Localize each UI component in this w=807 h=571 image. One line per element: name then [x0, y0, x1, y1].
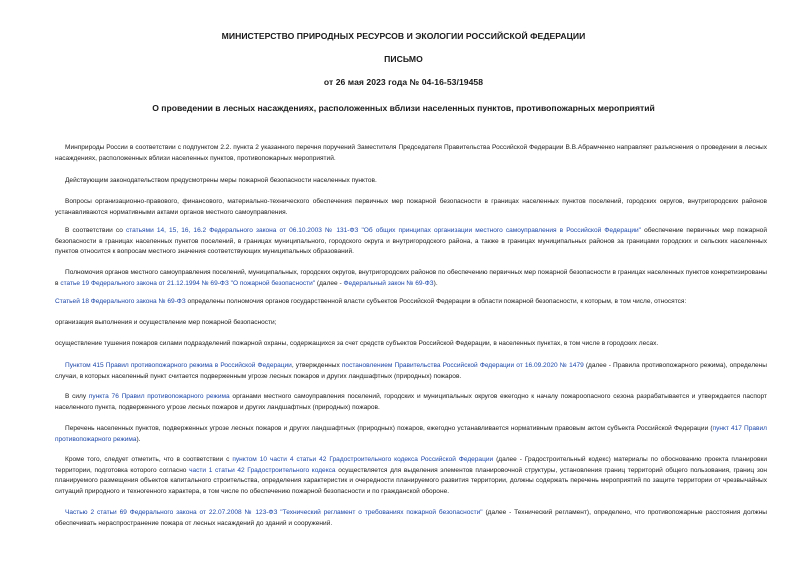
paragraph-13 [55, 508, 767, 529]
paragraph-9 [55, 361, 767, 382]
paragraph-10-text-1: В силу [65, 393, 89, 400]
ministry-heading: МИНИСТЕРСТВО ПРИРОДНЫХ РЕСУРСОВ И ЭКОЛОГИИ РОССИЙСКОЙ ФЕДЕРАЦИИ [221, 31, 586, 41]
document-type: ПИСЬМО [384, 54, 423, 64]
link-law-69-fz[interactable]: Федеральный закон № 69-ФЗ [343, 279, 434, 287]
paragraph-1: Минприроды России в соответствии с подпунктом 2.2. пункта 2 указанного перечня поручений Заместителя Председателя Правительства Российской Федерации В.В.Абрамченко направляет разъяснения о проведении в лесных насаждениях, расположенных вблизи населенных пунктов, противопожарных мероприятий. [55, 144, 767, 162]
paragraph-4-text-1: В соответствии со [65, 227, 126, 234]
paragraph-5-text-3: ). [433, 279, 438, 287]
link-point-10-part-4-article-42-urban-code[interactable]: пунктом 10 части 4 статьи 42 Градостроительного кодекса Российской Федерации [232, 456, 494, 463]
link-law-131-fz[interactable]: статьями 14, 15, 16, 16.2 Федерального закона от 06.10.2003 № 131-ФЗ "Об общих принципах организации местного самоуправления в Российской Федерации" [125, 227, 641, 234]
paragraph-11-text-2: ). [136, 435, 141, 443]
paragraph-11-text-1: Перечень населенных пунктов, подверженных угрозе лесных пожаров и других ландшафтных (природных) пожаров, ежегодно устанавливается нормативным правовым актом субъекта Российской Федерации ( [65, 425, 713, 432]
paragraph-4 [55, 226, 767, 258]
paragraph-9-text-1: , утвержденных [291, 362, 342, 369]
paragraph-11 [55, 424, 767, 445]
paragraph-5-text-2: (далее - [315, 279, 344, 287]
link-government-decree-1479[interactable]: постановлением Правительства Российской Федерации от 16.09.2020 № 1479 [341, 362, 584, 369]
link-article-18-law-69-fz[interactable]: Статьей 18 Федерального закона № 69-ФЗ [55, 298, 186, 305]
paragraph-3: Вопросы организационно-правового, финансового, материально-технического обеспечения первичных мер пожарной безопасности в границах населенных пунктов поселений, городских округов, внутригородских районов устанавливаются нормативными актами органов местного самоуправления. [55, 198, 767, 216]
paragraph-12-text-1: Кроме того, следует отметить, что в соответствии с [65, 456, 233, 463]
paragraph-10 [55, 392, 767, 413]
link-article-19-law-69-fz[interactable]: статье 19 Федерального закона от 21.12.1994 № 69-ФЗ "О пожарной безопасности" [60, 279, 316, 287]
paragraph-2: Действующим законодательством предусмотрены меры пожарной безопасности населенных пунктов. [65, 177, 377, 184]
paragraph-12 [55, 455, 767, 497]
link-point-417-fire-rules[interactable]: пункт 417 Правил противопожарного режима [55, 425, 767, 443]
paragraph-5 [55, 268, 767, 289]
link-point-76-fire-rules[interactable]: пункта 76 Правил противопожарного режима [88, 393, 230, 400]
paragraph-12-text-3: осуществляется для выделения элементов планировочной структуры, установления границ территорий общего пользования, границ зон планируемого размещения объектов капитального строительства, определения характеристик и очередности планируемого развития территории, должны содержать перечень мероприятий по защите территории от чрезвычайных ситуаций природного и техногенного характера, в том числе по обеспечению пожарной безопасности и по гражданской обороне. [55, 466, 767, 495]
paragraph-9-text-2: (далее - Правила противопожарного режима), определены случаи, в которых населенный пункт считается подверженным угрозе лесных пожаров и других ландшафтных (природных) пожаров. [55, 362, 767, 380]
paragraph-13-text-1: (далее - Технический регламент), определено, что противопожарные расстояния должны обеспечивать нераспространение пожара от лесных насаждений до зданий и сооружений. [55, 509, 767, 527]
paragraph-6-text-1: определены полномочия органов государственной власти субъектов Российской Федерации в области пожарной безопасности, к которым, в том числе, относятся: [185, 298, 687, 305]
paragraph-4-text-2: обеспечение первичных мер пожарной безопасности в границах населенных пунктов поселений, в границах муниципального, городского округа и внутригородского района, а также в границах муниципальных районов за границами городских и сельских населенных пунктов относится к вопросам местного значения соответствующих муниципальных образований. [55, 227, 767, 256]
paragraph-8: осуществление тушения пожаров силами подразделений пожарной охраны, содержащихся за счет средств субъектов Российской Федерации, в населенных пунктах, в том числе в городских лесах. [55, 340, 659, 347]
link-point-415-fire-rules[interactable]: Пунктом 415 Правил противопожарного режима в Российской Федерации [65, 362, 292, 369]
paragraph-7: организация выполнения и осуществление мер пожарной безопасности; [55, 319, 277, 326]
link-part-2-article-69-law-123-fz[interactable]: Частью 2 статьи 69 Федерального закона от 22.07.2008 № 123-ФЗ "Технический регламент о требованиях пожарной безопасности" [65, 509, 483, 516]
document-date-number: от 26 мая 2023 года № 04-16-53/19458 [323, 77, 484, 87]
link-part-1-article-42-urban-code[interactable]: части 1 статьи 42 Градостроительного кодекса [189, 466, 336, 474]
paragraph-12-text-2: (далее - Градостроительный кодекс) материалы по обоснованию проекта планировки территории, подготовка которого согласно [55, 456, 767, 474]
paragraph-10-text-2: органами местного самоуправления поселений, городских и муниципальных округов ежегодно к началу пожароопасного сезона разрабатывается и утверждается паспорт населенного пункта, подверженного угрозе лесных пожаров и других ландшафтных (природных) пожаров. [55, 393, 768, 411]
paragraph-6 [55, 297, 767, 308]
paragraph-5-text-1: Полномочия органов местного самоуправления поселений, муниципальных, городских округов, внутригородских районов по обеспечению первичных мер пожарной безопасности в границах населенных пунктов конкретизированы в [55, 269, 767, 287]
document-subject: О проведении в лесных насаждениях, расположенных вблизи населенных пунктов, противопожарных мероприятий [152, 103, 655, 113]
